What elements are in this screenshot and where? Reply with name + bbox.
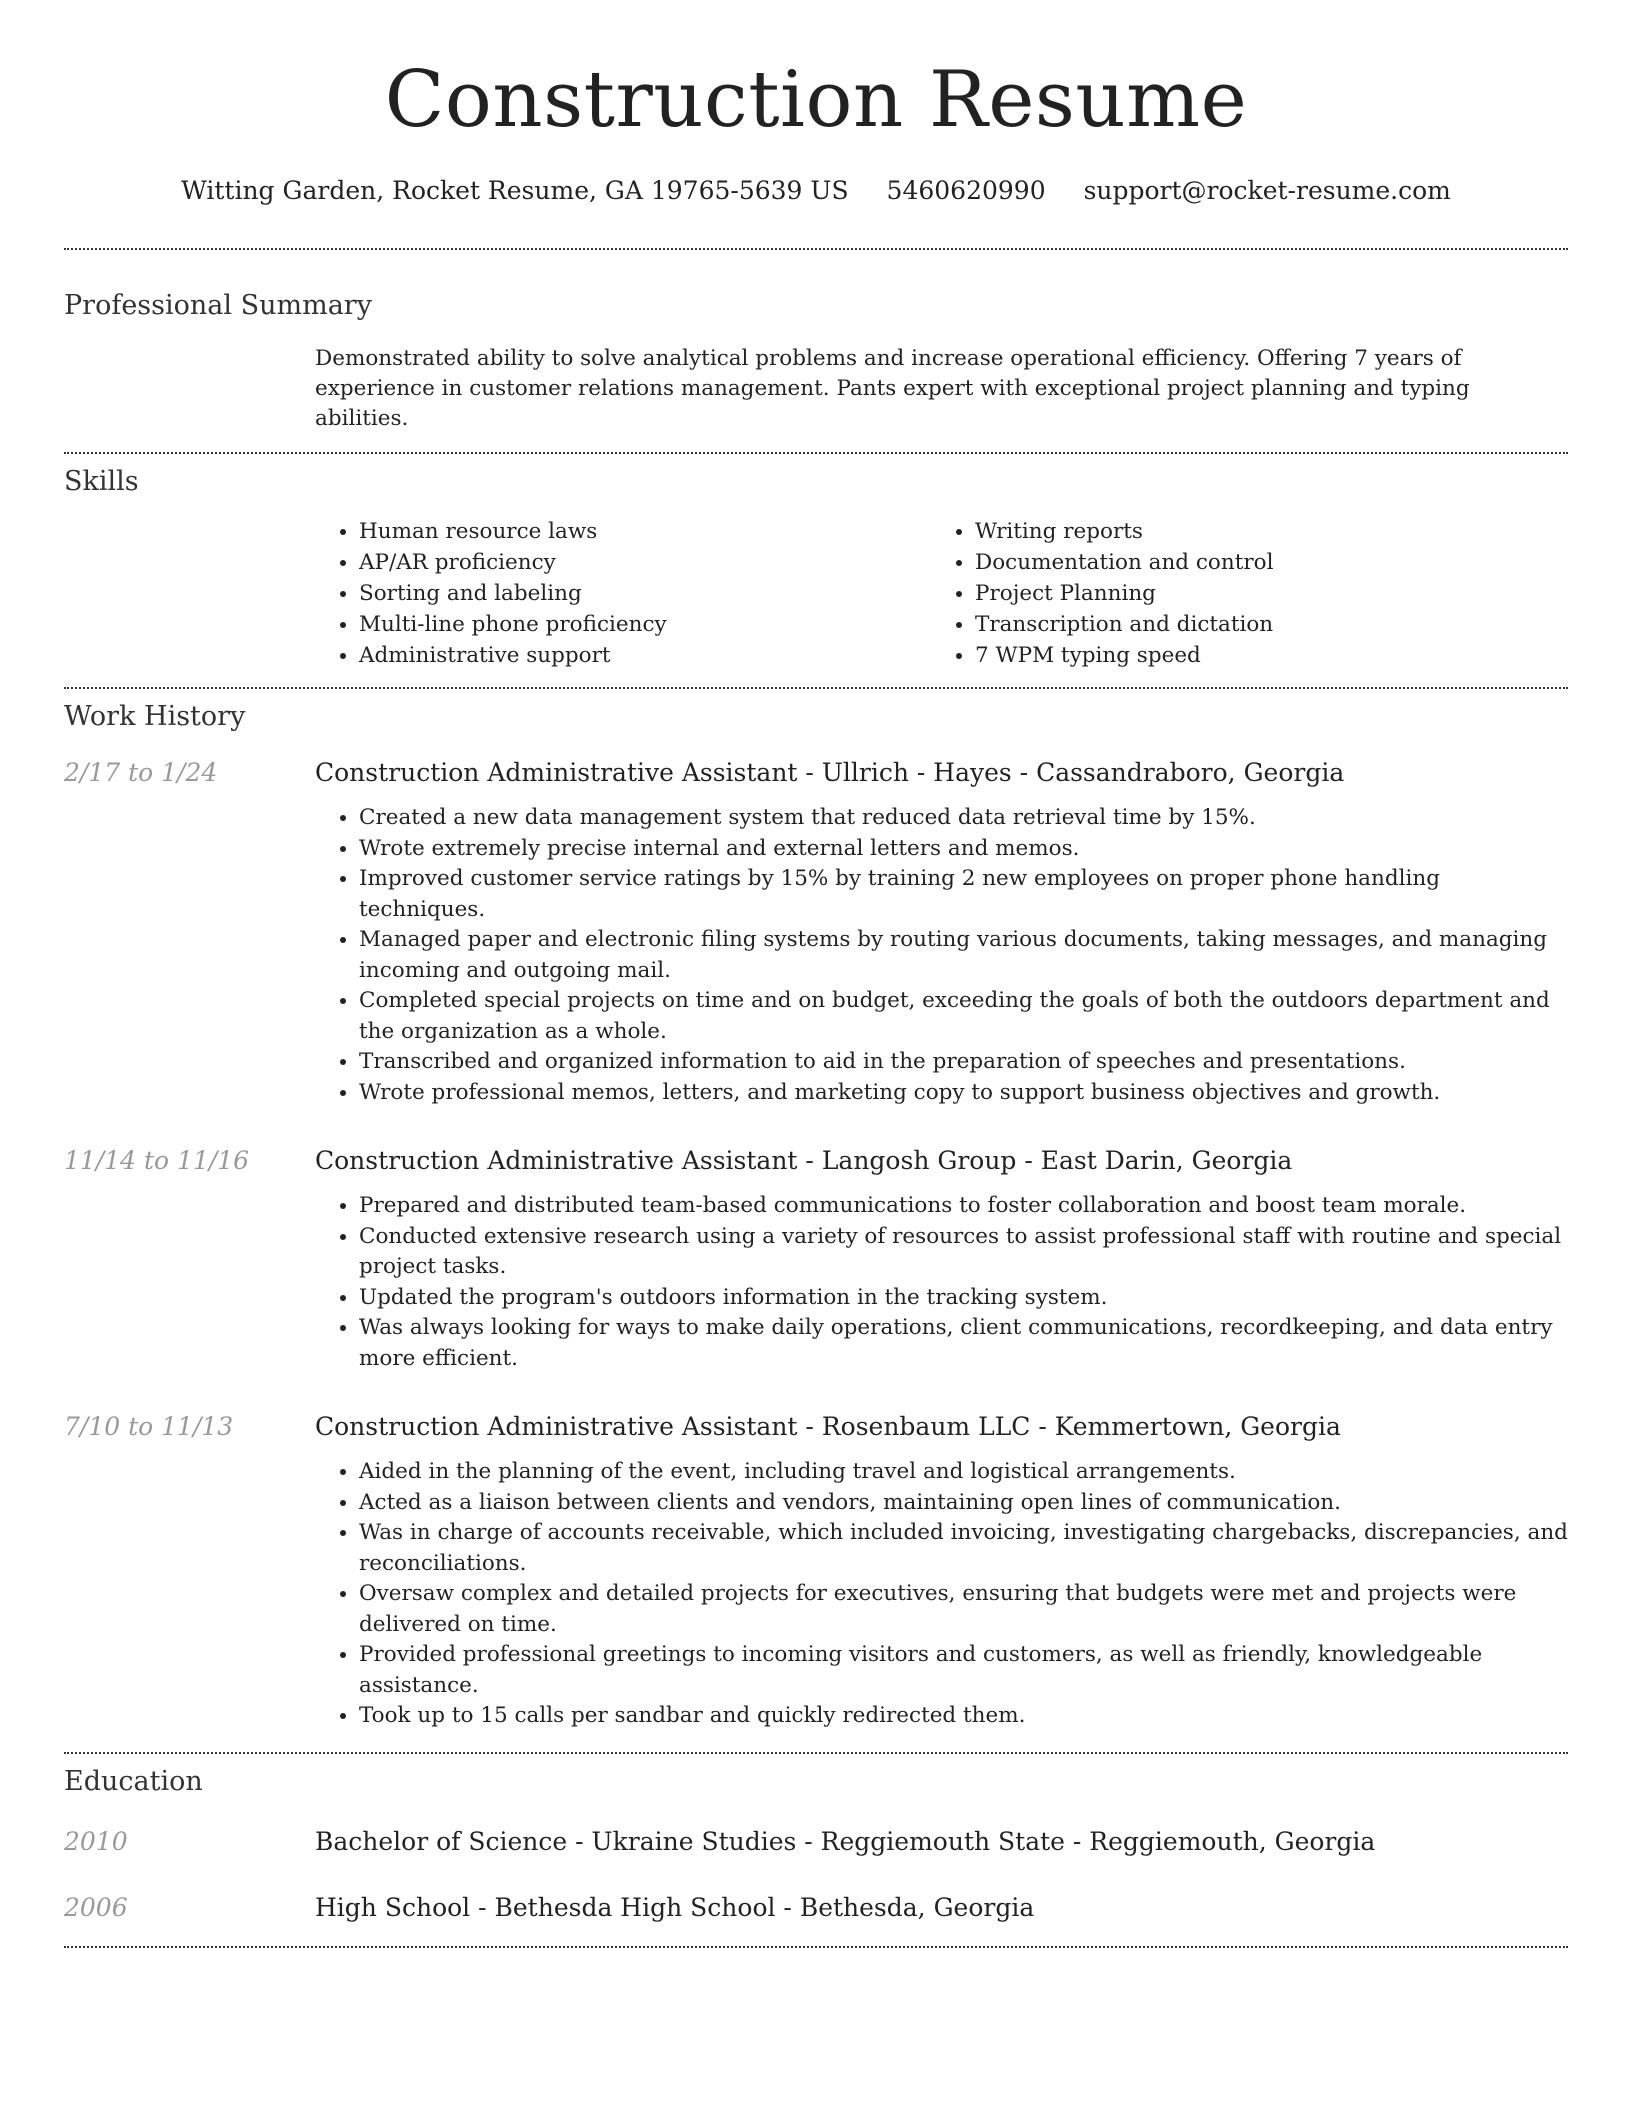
skill-item: • Transcription and dictation [975, 609, 1547, 640]
list-item: • Oversaw complex and detailed projects for executives, ensuring that budgets were met and projects were delivered on time. [359, 1579, 1568, 1640]
education-year: 2006 [64, 1892, 128, 1922]
skill-item: • Writing reports [975, 516, 1547, 547]
list-item: • Improved customer service ratings by 15% by training 2 new employees on proper phone handling techniques. [359, 864, 1568, 925]
education-entry [64, 1890, 1568, 1926]
skill-item: • Administrative support [359, 640, 931, 671]
contact-line [64, 174, 1568, 208]
skill-item: • Multi-line phone proficiency [359, 609, 931, 640]
work-heading: Work History [64, 701, 246, 732]
summary-heading: Professional Summary [64, 290, 372, 321]
divider [64, 1946, 1568, 1948]
job-body [315, 1409, 1568, 1732]
job-body [315, 755, 1568, 1108]
job-bullets [315, 1191, 1568, 1374]
summary-text: Demonstrated ability to solve analytical problems and increase operational efficiency. Offering 7 years of experience in customer relations management. Pants expert with exceptional project planning and typing abilities. [315, 346, 1470, 431]
list-item: • Took up to 15 calls per sandbar and quickly redirected them. [359, 1701, 1568, 1732]
job-title: Construction Administrative Assistant - Rosenbaum LLC - Kemmertown, Georgia [315, 1412, 1341, 1441]
job-body [315, 1143, 1568, 1374]
education-year: 2010 [64, 1826, 128, 1856]
job-bullets [315, 803, 1568, 1108]
skill-item: • 7 WPM typing speed [975, 640, 1547, 671]
skills-list [315, 516, 1568, 671]
education-degree: High School - Bethesda High School - Bethesda, Georgia [315, 1892, 1035, 1922]
list-item: • Conducted extensive research using a variety of resources to assist professional staff with routine and special project tasks. [359, 1222, 1568, 1283]
list-item: • Created a new data management system that reduced data retrieval time by 15%. [359, 803, 1568, 834]
job-title: Construction Administrative Assistant - Ullrich - Hayes - Cassandraboro, Georgia [315, 758, 1345, 787]
contact-address: Witting Garden, Rocket Resume, GA 19765-5639 US [181, 176, 849, 205]
list-item: • Wrote extremely precise internal and external letters and memos. [359, 834, 1568, 865]
skill-item: • Sorting and labeling [359, 578, 931, 609]
list-item: • Transcribed and organized information to aid in the preparation of speeches and presentations. [359, 1047, 1568, 1078]
education-heading: Education [64, 1765, 203, 1797]
skill-item: • Documentation and control [975, 547, 1547, 578]
skills-column-left [315, 516, 931, 671]
contact-phone: 5460620990 [886, 176, 1046, 205]
skill-item: • Project Planning [975, 578, 1547, 609]
skill-item: • Human resource laws [359, 516, 931, 547]
job-entry [64, 1409, 1568, 1732]
list-item: • Was in charge of accounts receivable, which included invoicing, investigating chargebacks, discrepancies, and reconciliations. [359, 1518, 1568, 1579]
list-item: • Wrote professional memos, letters, and marketing copy to support business objectives and growth. [359, 1078, 1568, 1109]
divider [64, 452, 1568, 454]
list-item: • Aided in the planning of the event, including travel and logistical arrangements. [359, 1457, 1568, 1488]
job-entry [64, 1143, 1568, 1374]
job-bullets [315, 1457, 1568, 1732]
list-item: • Prepared and distributed team-based communications to foster collaboration and boost team morale. [359, 1191, 1568, 1222]
divider [64, 248, 1568, 250]
list-item: • Managed paper and electronic filing systems by routing various documents, taking messages, and managing incoming and outgoing mail. [359, 925, 1568, 986]
list-item: • Acted as a liaison between clients and vendors, maintaining open lines of communication. [359, 1488, 1568, 1519]
list-item: • Updated the program's outdoors information in the tracking system. [359, 1283, 1568, 1314]
divider [64, 1752, 1568, 1754]
job-dates: 11/14 to 11/16 [64, 1146, 250, 1175]
education-degree: Bachelor of Science - Ukraine Studies - Reggiemouth State - Reggiemouth, Georgia [315, 1826, 1376, 1856]
list-item: • Completed special projects on time and on budget, exceeding the goals of both the outdoors department and the organization as a whole. [359, 986, 1568, 1047]
job-dates: 7/10 to 11/13 [64, 1412, 234, 1441]
education-entry [64, 1824, 1568, 1860]
job-entry [64, 755, 1568, 1108]
list-item: • Provided professional greetings to incoming visitors and customers, as well as friendly, knowledgeable assistance. [359, 1640, 1568, 1701]
skill-item: • AP/AR proficiency [359, 547, 931, 578]
job-dates: 2/17 to 1/24 [64, 758, 218, 787]
list-item: • Was always looking for ways to make daily operations, client communications, recordkeeping, and data entry more efficient. [359, 1313, 1568, 1374]
job-title: Construction Administrative Assistant - Langosh Group - East Darin, Georgia [315, 1146, 1293, 1175]
skills-column-right [931, 516, 1547, 671]
divider [64, 687, 1568, 689]
skills-heading: Skills [64, 466, 139, 497]
contact-email: support@rocket-resume.com [1083, 176, 1451, 205]
resume-title: Construction Resume [384, 55, 1248, 145]
